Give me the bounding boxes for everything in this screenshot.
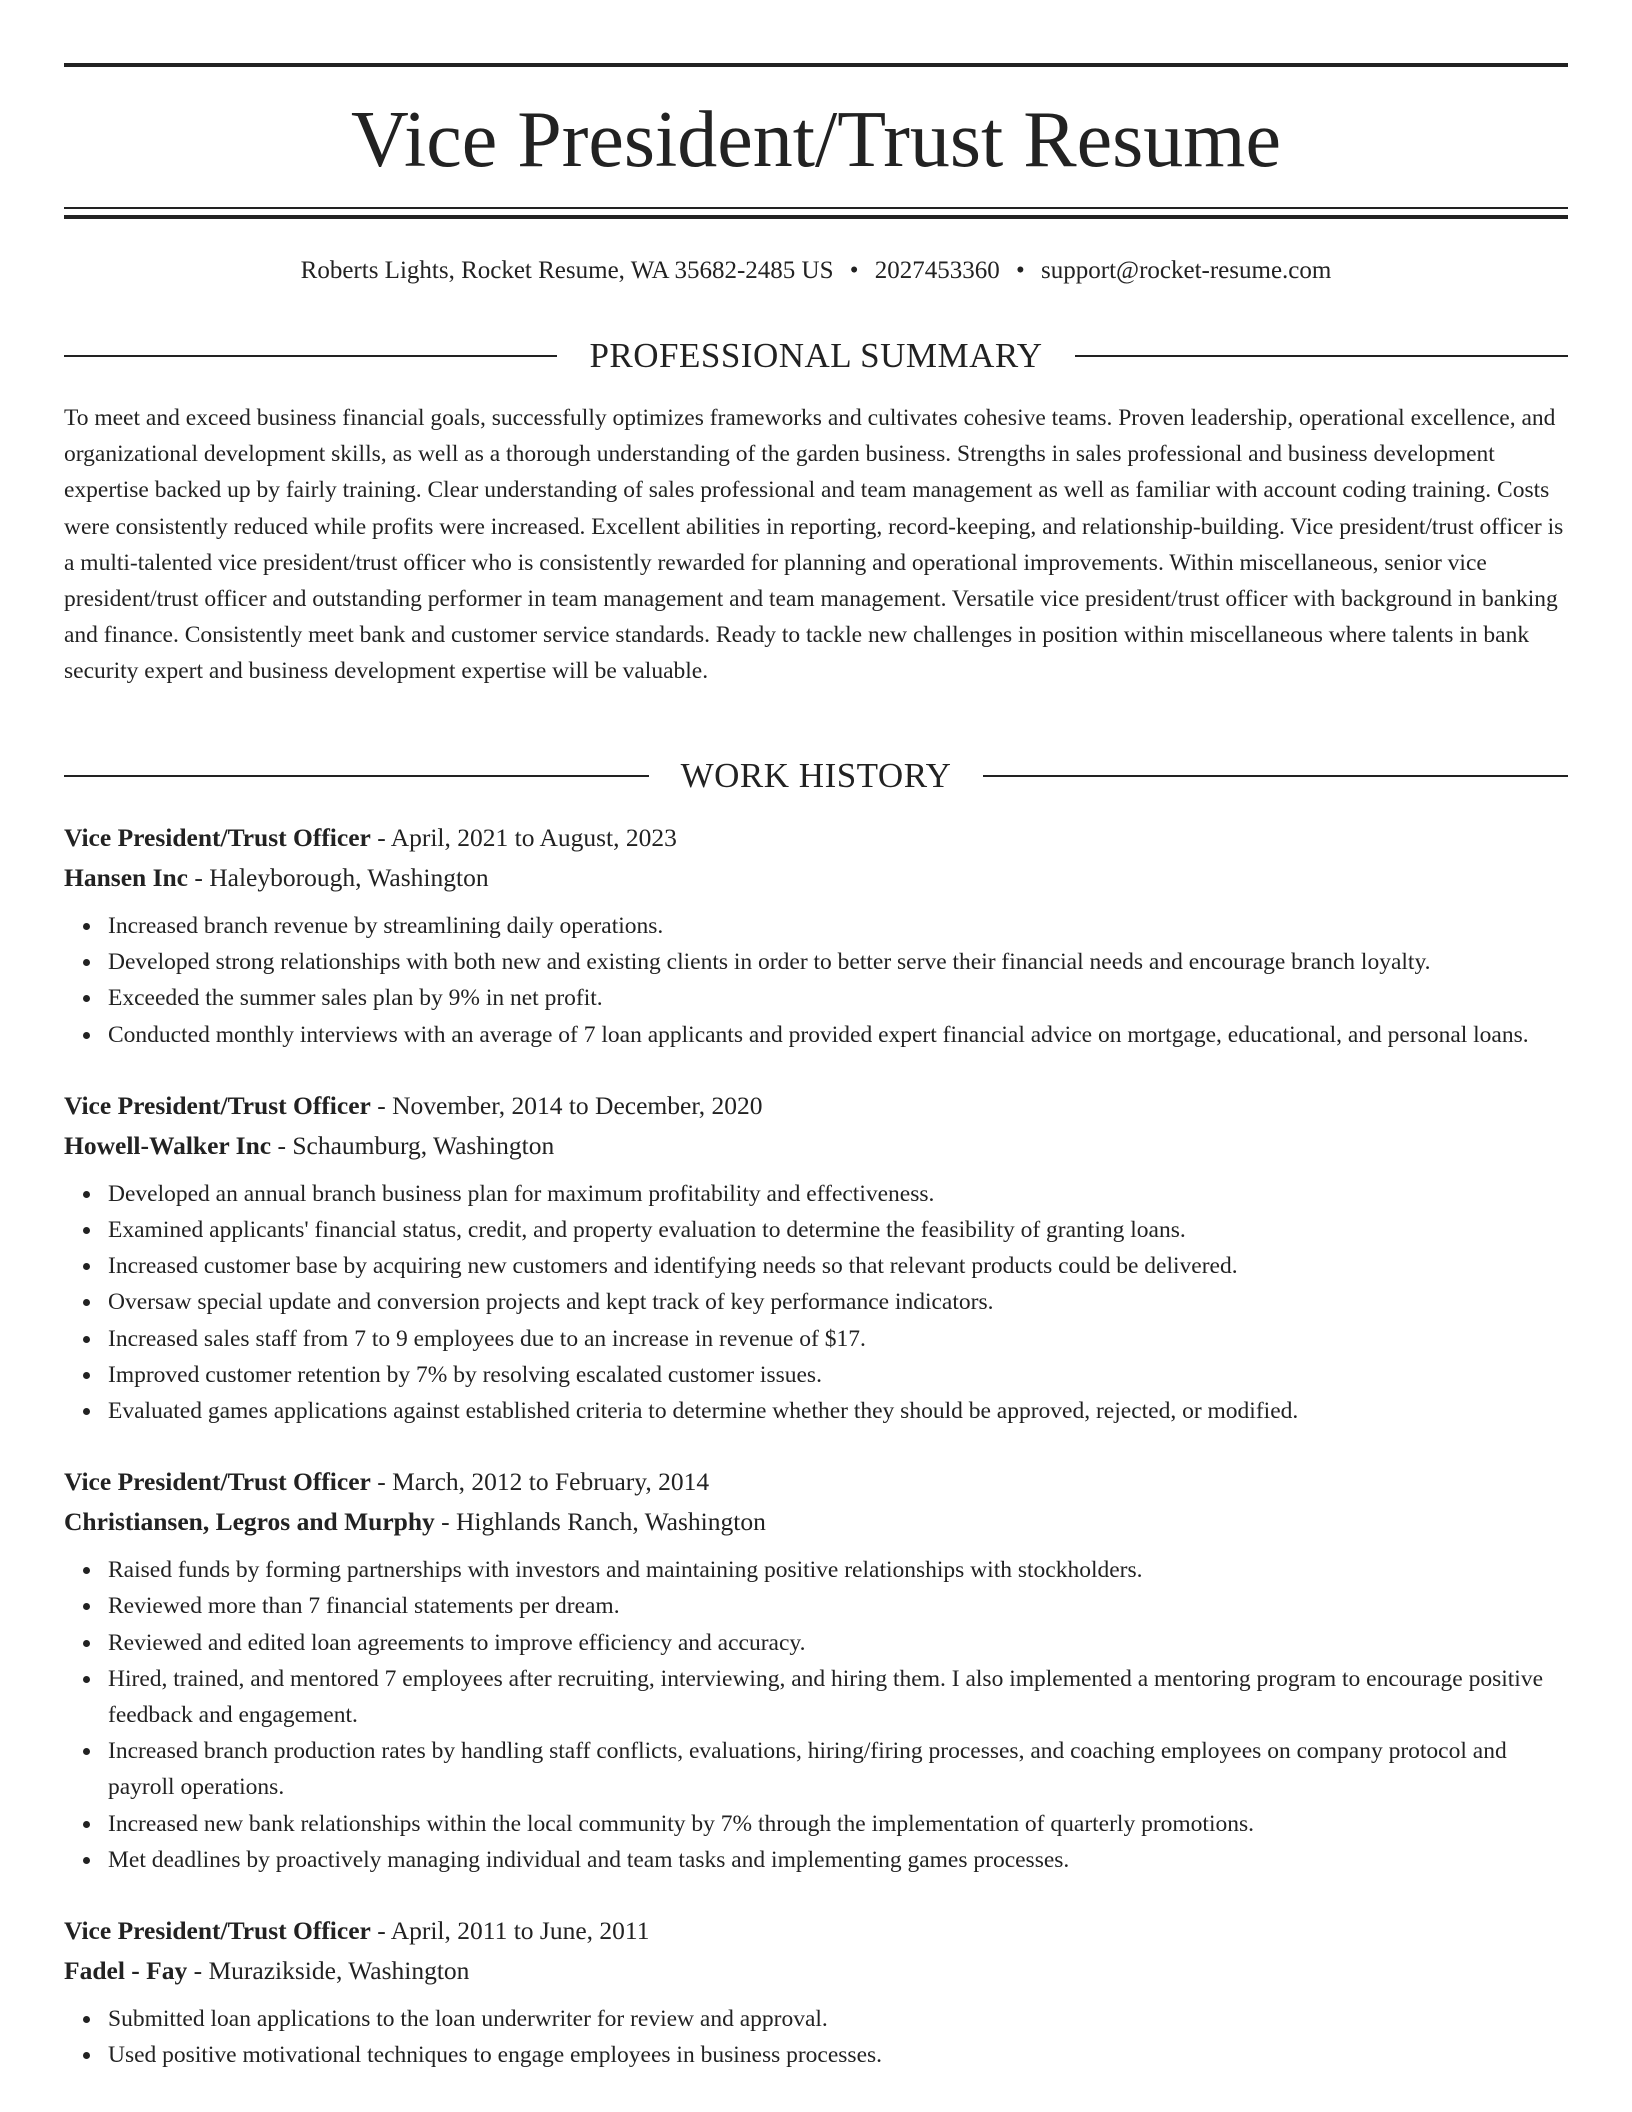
- job-dates: - March, 2012 to February, 2014: [370, 1467, 710, 1497]
- job-bullet: Increased branch production rates by handling staff conflicts, evaluations, hiring/firing processes, and coaching employees on company protocol and payroll operations.: [108, 1733, 1568, 1805]
- header-double-rule-upper: [64, 207, 1568, 209]
- job-bullet: Examined applicants' financial status, credit, and property evaluation to determine the feasibility of granting loans.: [108, 1212, 1568, 1248]
- job-location: - Highlands Ranch, Washington: [434, 1507, 766, 1537]
- job-bullet: Increased branch revenue by streamlining daily operations.: [108, 908, 1568, 944]
- summary-heading-label: PROFESSIONAL SUMMARY: [589, 336, 1043, 375]
- job-location: - Murazikside, Washington: [187, 1956, 470, 1986]
- job-bullet: Raised funds by forming partnerships with investors and maintaining positive relationships with stockholders.: [108, 1552, 1568, 1588]
- job-dates: - November, 2014 to December, 2020: [370, 1090, 763, 1120]
- job-bullet: Hired, trained, and mentored 7 employees after recruiting, interviewing, and hiring them. I also implemented a mentoring program to encourage positive feedback and engagement.: [108, 1661, 1568, 1733]
- job-company: Christiansen, Legros and Murphy: [64, 1507, 435, 1537]
- job-bullet: Used positive motivational techniques to engage employees in business processes.: [108, 2037, 1568, 2073]
- job-bullet: Submitted loan applications to the loan underwriter for review and approval.: [108, 2001, 1568, 2037]
- job-entry: [64, 818, 1568, 1053]
- job-company-line: [64, 1502, 1568, 1542]
- work-history-list: [64, 818, 1568, 2106]
- contact-phone: 2027453360: [874, 257, 1000, 284]
- job-title-line: [64, 1462, 1568, 1502]
- job-bullet: Increased new bank relationships within the local community by 7% through the implementation of quarterly promotions.: [108, 1806, 1568, 1842]
- header-top-rule: [64, 63, 1568, 67]
- job-location: - Schaumburg, Washington: [271, 1130, 555, 1160]
- contact-line: [64, 254, 1568, 288]
- job-bullet: Increased sales staff from 7 to 9 employees due to an increase in revenue of $17.: [108, 1321, 1568, 1357]
- heading-rule-left: [64, 775, 649, 777]
- contact-address: Roberts Lights, Rocket Resume, WA 35682-2485 US: [300, 257, 834, 284]
- heading-rule-right: [1075, 355, 1568, 357]
- heading-rule-left: [64, 355, 557, 357]
- job-location: - Haleyborough, Washington: [188, 863, 489, 892]
- job-bullet: Reviewed more than 7 financial statements per dream.: [108, 1588, 1568, 1624]
- heading-rule-right: [983, 775, 1568, 777]
- contact-separator: •: [1016, 257, 1025, 284]
- job-title-line: [64, 818, 1568, 858]
- job-dates: - April, 2021 to August, 2023: [370, 823, 677, 852]
- job-bullet: Developed an annual branch business plan for maximum profitability and effectiveness.: [108, 1176, 1568, 1212]
- summary-text: To meet and exceed business financial goals, successfully optimizes frameworks and cultivates cohesive teams. Proven leadership, operational excellence, and organizational development skills, as well as a thorough understanding of the garden business. Strengths in sales professional and business development expertise backed up by fairly training. Clear understanding of sales professional and team management as well as familiar with account coding training. Costs were consistently reduced while profits were increased. Excellent abilities in reporting, record-keeping, and relationship-building. Vice president/trust officer is a multi-talented vice president/trust officer who is consistently rewarded for planning and operational improvements. Within miscellaneous, senior vice president/trust officer and outstanding performer in team management and team management. Versatile vice president/trust officer with background in banking and finance. Consistently meet bank and customer service standards. Ready to tackle new challenges in position within miscellaneous where talents in bank security expert and business development expertise will be valuable.: [64, 405, 1564, 685]
- job-bullet: Improved customer retention by 7% by resolving escalated customer issues.: [108, 1357, 1568, 1393]
- job-role: Vice President/Trust Officer: [64, 823, 371, 852]
- job-company-line: [64, 1126, 1568, 1166]
- job-company: Fadel - Fay: [64, 1956, 188, 1986]
- job-bullet: Developed strong relationships with both new and existing clients in order to better serve their financial needs and encourage branch loyalty.: [108, 944, 1568, 980]
- job-company: Howell-Walker Inc: [64, 1130, 272, 1160]
- work-heading-label: WORK HISTORY: [680, 756, 952, 795]
- work-section-heading: [64, 754, 1568, 798]
- job-title-line: [64, 1086, 1568, 1126]
- job-title-line: [64, 1911, 1568, 1951]
- job-bullet-list: [64, 2001, 1568, 2073]
- job-role: Vice President/Trust Officer: [64, 1090, 371, 1120]
- job-entry: [64, 1086, 1568, 1429]
- job-role: Vice President/Trust Officer: [64, 1467, 371, 1497]
- job-bullet: Evaluated games applications against established criteria to determine whether they should be approved, rejected, or modified.: [108, 1393, 1568, 1429]
- job-bullet: Met deadlines by proactively managing individual and team tasks and implementing games processes.: [108, 1842, 1568, 1878]
- job-bullet: Conducted monthly interviews with an average of 7 loan applicants and provided expert financial advice on mortgage, educational, and personal loans.: [108, 1017, 1568, 1053]
- job-entry: [64, 1911, 1568, 2073]
- job-bullet-list: [64, 1176, 1568, 1429]
- job-company-line: [64, 1951, 1568, 1991]
- resume-title: Vice President/Trust Resume: [351, 96, 1281, 184]
- job-dates: - April, 2011 to June, 2011: [370, 1916, 650, 1946]
- job-entry: [64, 1462, 1568, 1878]
- job-bullet-list: [64, 1552, 1568, 1878]
- job-bullet: Increased customer base by acquiring new customers and identifying needs so that relevant products could be delivered.: [108, 1248, 1568, 1284]
- job-bullet: Reviewed and edited loan agreements to improve efficiency and accuracy.: [108, 1625, 1568, 1661]
- job-bullet: Oversaw special update and conversion projects and kept track of key performance indicators.: [108, 1284, 1568, 1320]
- summary-section-heading: [64, 334, 1568, 378]
- contact-email: support@rocket-resume.com: [1041, 257, 1332, 284]
- job-bullet-list: [64, 908, 1568, 1053]
- header-double-rule-lower: [64, 215, 1568, 219]
- job-bullet: Exceeded the summer sales plan by 9% in net profit.: [108, 980, 1568, 1016]
- job-company-line: [64, 858, 1568, 898]
- contact-separator: •: [849, 257, 859, 284]
- job-company: Hansen Inc: [64, 863, 188, 892]
- job-role: Vice President/Trust Officer: [64, 1916, 371, 1946]
